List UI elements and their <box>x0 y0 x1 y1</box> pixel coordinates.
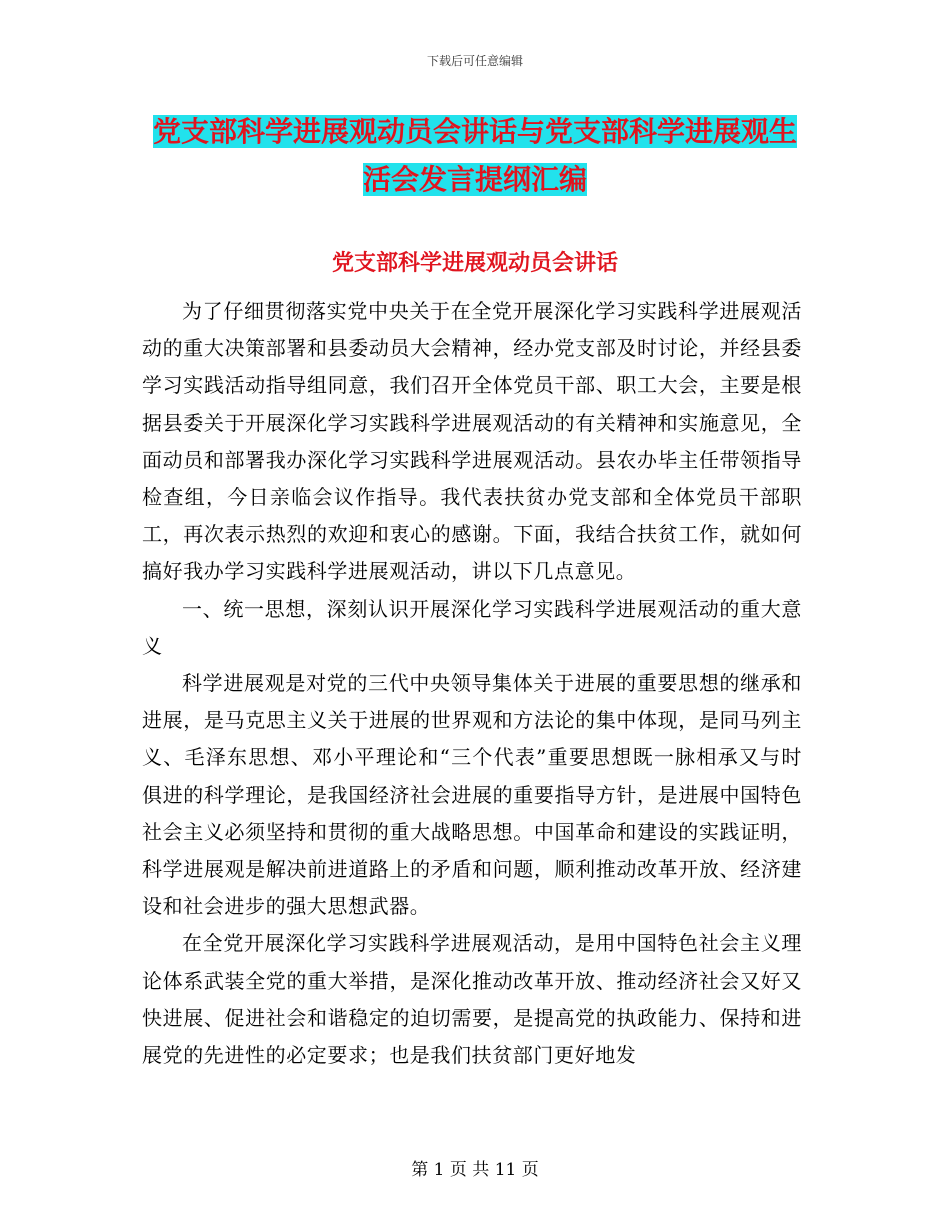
document-title-line-2: 活会发言提纲汇编 <box>362 163 587 196</box>
section-title: 党支部科学进展观动员会讲话 <box>331 251 618 276</box>
paragraph: 一、统一思想，深刻认识开展深化学习实践科学进展观活动的重大意义 <box>142 596 802 658</box>
paragraph: 科学进展观是对党的三代中央领导集体关于进展的重要思想的继承和进展，是马克思主义关于进展的世界观和方法论的集中体现，是同马列主义、毛泽东思想、邓小平理论和“三个代表”重要思想既一脉相承又与时俱进的科学理论，是我国经济社会进展的重要指导方针，是进展中国特色社会主义必须坚持和贯彻的重大战略思想。中国革命和建设的实践证明，科学进展观是解决前进道路上的矛盾和问题，顺利推动改革开放、经济建设和社会进步的强大思想武器。 <box>142 671 802 919</box>
paragraph: 在全党开展深化学习实践科学进展观活动，是用中国特色社会主义理论体系武装全党的重大举措，是深化推动改革开放、推动经济社会又好又快进展、促进社会和谐稳定的迫切需要，是提高党的执政能力、保持和进展党的先进性的必定要求；也是我们扶贫部门更好地发 <box>142 931 802 1068</box>
document-title-line-1: 党支部科学进展观动员会讲话与党支部科学进展观生 <box>152 115 797 148</box>
page-footer: 第 1 页 共 11 页 <box>411 1160 539 1180</box>
page-header-note: 下载后可任意编辑 <box>426 54 523 68</box>
document-title <box>140 108 810 204</box>
document-body <box>142 293 802 1074</box>
paragraph: 为了仔细贯彻落实党中央关于在全党开展深化学习实践科学进展观活动的重大决策部署和县委动员大会精神，经办党支部及时讨论，并经县委学习实践活动指导组同意，我们召开全体党员干部、职工大会，主要是根据县委关于开展深化学习实践科学进展观活动的有关精神和实施意见，全面动员和部署我办深化学习实践科学进展观活动。县农办毕主任带领指导检查组，今日亲临会议作指导。我代表扶贫办党支部和全体党员干部职工，再次表示热烈的欢迎和衷心的感谢。下面，我结合扶贫工作，就如何搞好我办学习实践科学进展观活动，讲以下几点意见。 <box>142 299 802 584</box>
